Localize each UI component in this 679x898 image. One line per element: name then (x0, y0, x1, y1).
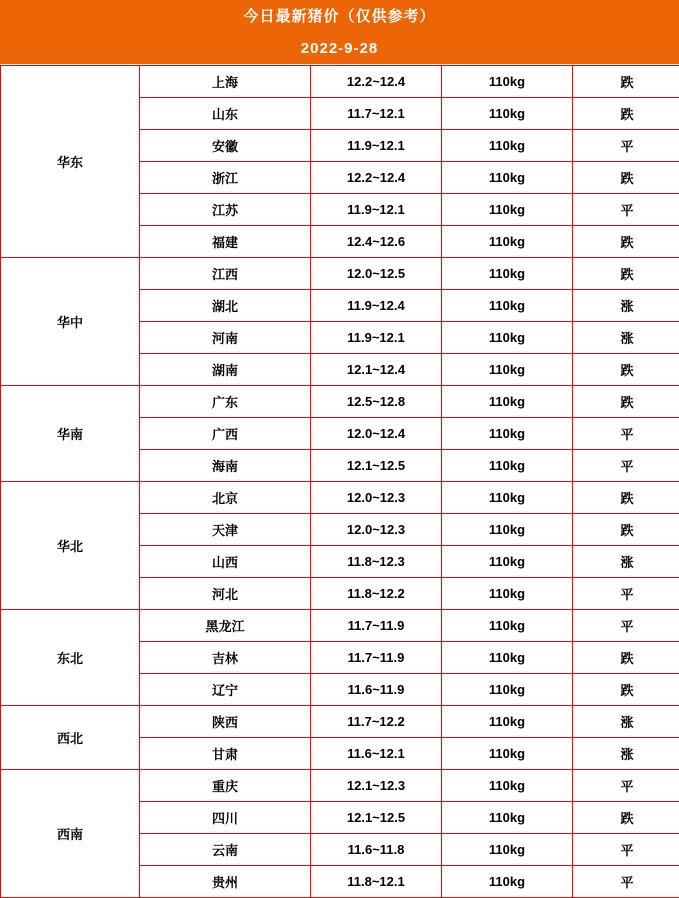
weight-cell: 110kg (442, 642, 573, 674)
province-cell: 吉林 (140, 642, 311, 674)
weight-cell: 110kg (442, 546, 573, 578)
region-cell: 华南 (1, 386, 140, 482)
table-row (1, 258, 679, 290)
province-cell: 甘肃 (140, 738, 311, 770)
trend-cell: 跌 (573, 354, 679, 386)
weight-cell: 110kg (442, 866, 573, 898)
province-cell: 海南 (140, 450, 311, 482)
trend-cell: 平 (573, 450, 679, 482)
province-cell: 上海 (140, 66, 311, 98)
price-cell: 12.4~12.6 (311, 226, 442, 258)
weight-cell: 110kg (442, 290, 573, 322)
price-cell: 11.8~12.3 (311, 546, 442, 578)
weight-cell: 110kg (442, 770, 573, 802)
province-cell: 黑龙江 (140, 610, 311, 642)
price-cell: 11.6~11.9 (311, 674, 442, 706)
trend-cell: 平 (573, 194, 679, 226)
weight-cell: 110kg (442, 98, 573, 130)
province-cell: 浙江 (140, 162, 311, 194)
price-cell: 12.0~12.4 (311, 418, 442, 450)
price-cell: 11.8~12.2 (311, 578, 442, 610)
price-cell: 12.5~12.8 (311, 386, 442, 418)
weight-cell: 110kg (442, 514, 573, 546)
trend-cell: 跌 (573, 98, 679, 130)
trend-cell: 跌 (573, 258, 679, 290)
province-cell: 四川 (140, 802, 311, 834)
price-cell: 12.1~12.4 (311, 354, 442, 386)
trend-cell: 涨 (573, 706, 679, 738)
trend-cell: 涨 (573, 738, 679, 770)
weight-cell: 110kg (442, 482, 573, 514)
price-cell: 12.0~12.3 (311, 482, 442, 514)
weight-cell: 110kg (442, 418, 573, 450)
price-cell: 12.1~12.5 (311, 450, 442, 482)
weight-cell: 110kg (442, 386, 573, 418)
trend-cell: 平 (573, 610, 679, 642)
table-row (1, 706, 679, 738)
province-cell: 陕西 (140, 706, 311, 738)
trend-cell: 涨 (573, 546, 679, 578)
trend-cell: 平 (573, 578, 679, 610)
page-title: 今日最新猪价（仅供参考） (0, 0, 679, 34)
weight-cell: 110kg (442, 194, 573, 226)
region-cell: 华中 (1, 258, 140, 386)
weight-cell: 110kg (442, 322, 573, 354)
price-cell: 11.8~12.1 (311, 866, 442, 898)
province-cell: 云南 (140, 834, 311, 866)
trend-cell: 跌 (573, 802, 679, 834)
price-table (0, 65, 679, 898)
weight-cell: 110kg (442, 706, 573, 738)
region-cell: 华东 (1, 66, 140, 258)
table-row (1, 610, 679, 642)
province-cell: 湖南 (140, 354, 311, 386)
price-cell: 12.0~12.3 (311, 514, 442, 546)
trend-cell: 涨 (573, 290, 679, 322)
province-cell: 山东 (140, 98, 311, 130)
region-cell: 西南 (1, 770, 140, 898)
province-cell: 河北 (140, 578, 311, 610)
province-cell: 重庆 (140, 770, 311, 802)
date-bar: 2022-9-28 (0, 34, 679, 65)
weight-cell: 110kg (442, 226, 573, 258)
trend-cell: 跌 (573, 482, 679, 514)
weight-cell: 110kg (442, 834, 573, 866)
province-cell: 江苏 (140, 194, 311, 226)
price-table-body (1, 66, 679, 898)
price-cell: 11.7~12.2 (311, 706, 442, 738)
price-cell: 12.2~12.4 (311, 66, 442, 98)
price-cell: 12.1~12.3 (311, 770, 442, 802)
province-cell: 福建 (140, 226, 311, 258)
price-cell: 11.6~12.1 (311, 738, 442, 770)
price-cell: 11.7~11.9 (311, 642, 442, 674)
weight-cell: 110kg (442, 130, 573, 162)
trend-cell: 平 (573, 866, 679, 898)
trend-cell: 跌 (573, 674, 679, 706)
province-cell: 湖北 (140, 290, 311, 322)
weight-cell: 110kg (442, 258, 573, 290)
region-cell: 西北 (1, 706, 140, 770)
trend-cell: 平 (573, 130, 679, 162)
province-cell: 广东 (140, 386, 311, 418)
region-cell: 华北 (1, 482, 140, 610)
price-cell: 11.7~12.1 (311, 98, 442, 130)
trend-cell: 跌 (573, 386, 679, 418)
trend-cell: 涨 (573, 322, 679, 354)
trend-cell: 跌 (573, 642, 679, 674)
table-row (1, 386, 679, 418)
province-cell: 天津 (140, 514, 311, 546)
weight-cell: 110kg (442, 802, 573, 834)
weight-cell: 110kg (442, 674, 573, 706)
trend-cell: 跌 (573, 514, 679, 546)
province-cell: 北京 (140, 482, 311, 514)
trend-cell: 平 (573, 834, 679, 866)
price-cell: 11.9~12.1 (311, 130, 442, 162)
province-cell: 江西 (140, 258, 311, 290)
trend-cell: 跌 (573, 162, 679, 194)
price-cell: 12.0~12.5 (311, 258, 442, 290)
price-cell: 11.9~12.1 (311, 322, 442, 354)
trend-cell: 平 (573, 418, 679, 450)
price-cell: 11.9~12.4 (311, 290, 442, 322)
province-cell: 河南 (140, 322, 311, 354)
weight-cell: 110kg (442, 162, 573, 194)
region-cell: 东北 (1, 610, 140, 706)
province-cell: 安徽 (140, 130, 311, 162)
table-row (1, 482, 679, 514)
province-cell: 广西 (140, 418, 311, 450)
weight-cell: 110kg (442, 66, 573, 98)
table-row (1, 770, 679, 802)
province-cell: 贵州 (140, 866, 311, 898)
trend-cell: 跌 (573, 226, 679, 258)
weight-cell: 110kg (442, 578, 573, 610)
price-cell: 12.2~12.4 (311, 162, 442, 194)
province-cell: 山西 (140, 546, 311, 578)
trend-cell: 平 (573, 770, 679, 802)
price-cell: 11.6~11.8 (311, 834, 442, 866)
weight-cell: 110kg (442, 610, 573, 642)
weight-cell: 110kg (442, 354, 573, 386)
table-row (1, 66, 679, 98)
price-cell: 12.1~12.5 (311, 802, 442, 834)
trend-cell: 跌 (573, 66, 679, 98)
province-cell: 辽宁 (140, 674, 311, 706)
weight-cell: 110kg (442, 738, 573, 770)
weight-cell: 110kg (442, 450, 573, 482)
price-cell: 11.7~11.9 (311, 610, 442, 642)
price-cell: 11.9~12.1 (311, 194, 442, 226)
